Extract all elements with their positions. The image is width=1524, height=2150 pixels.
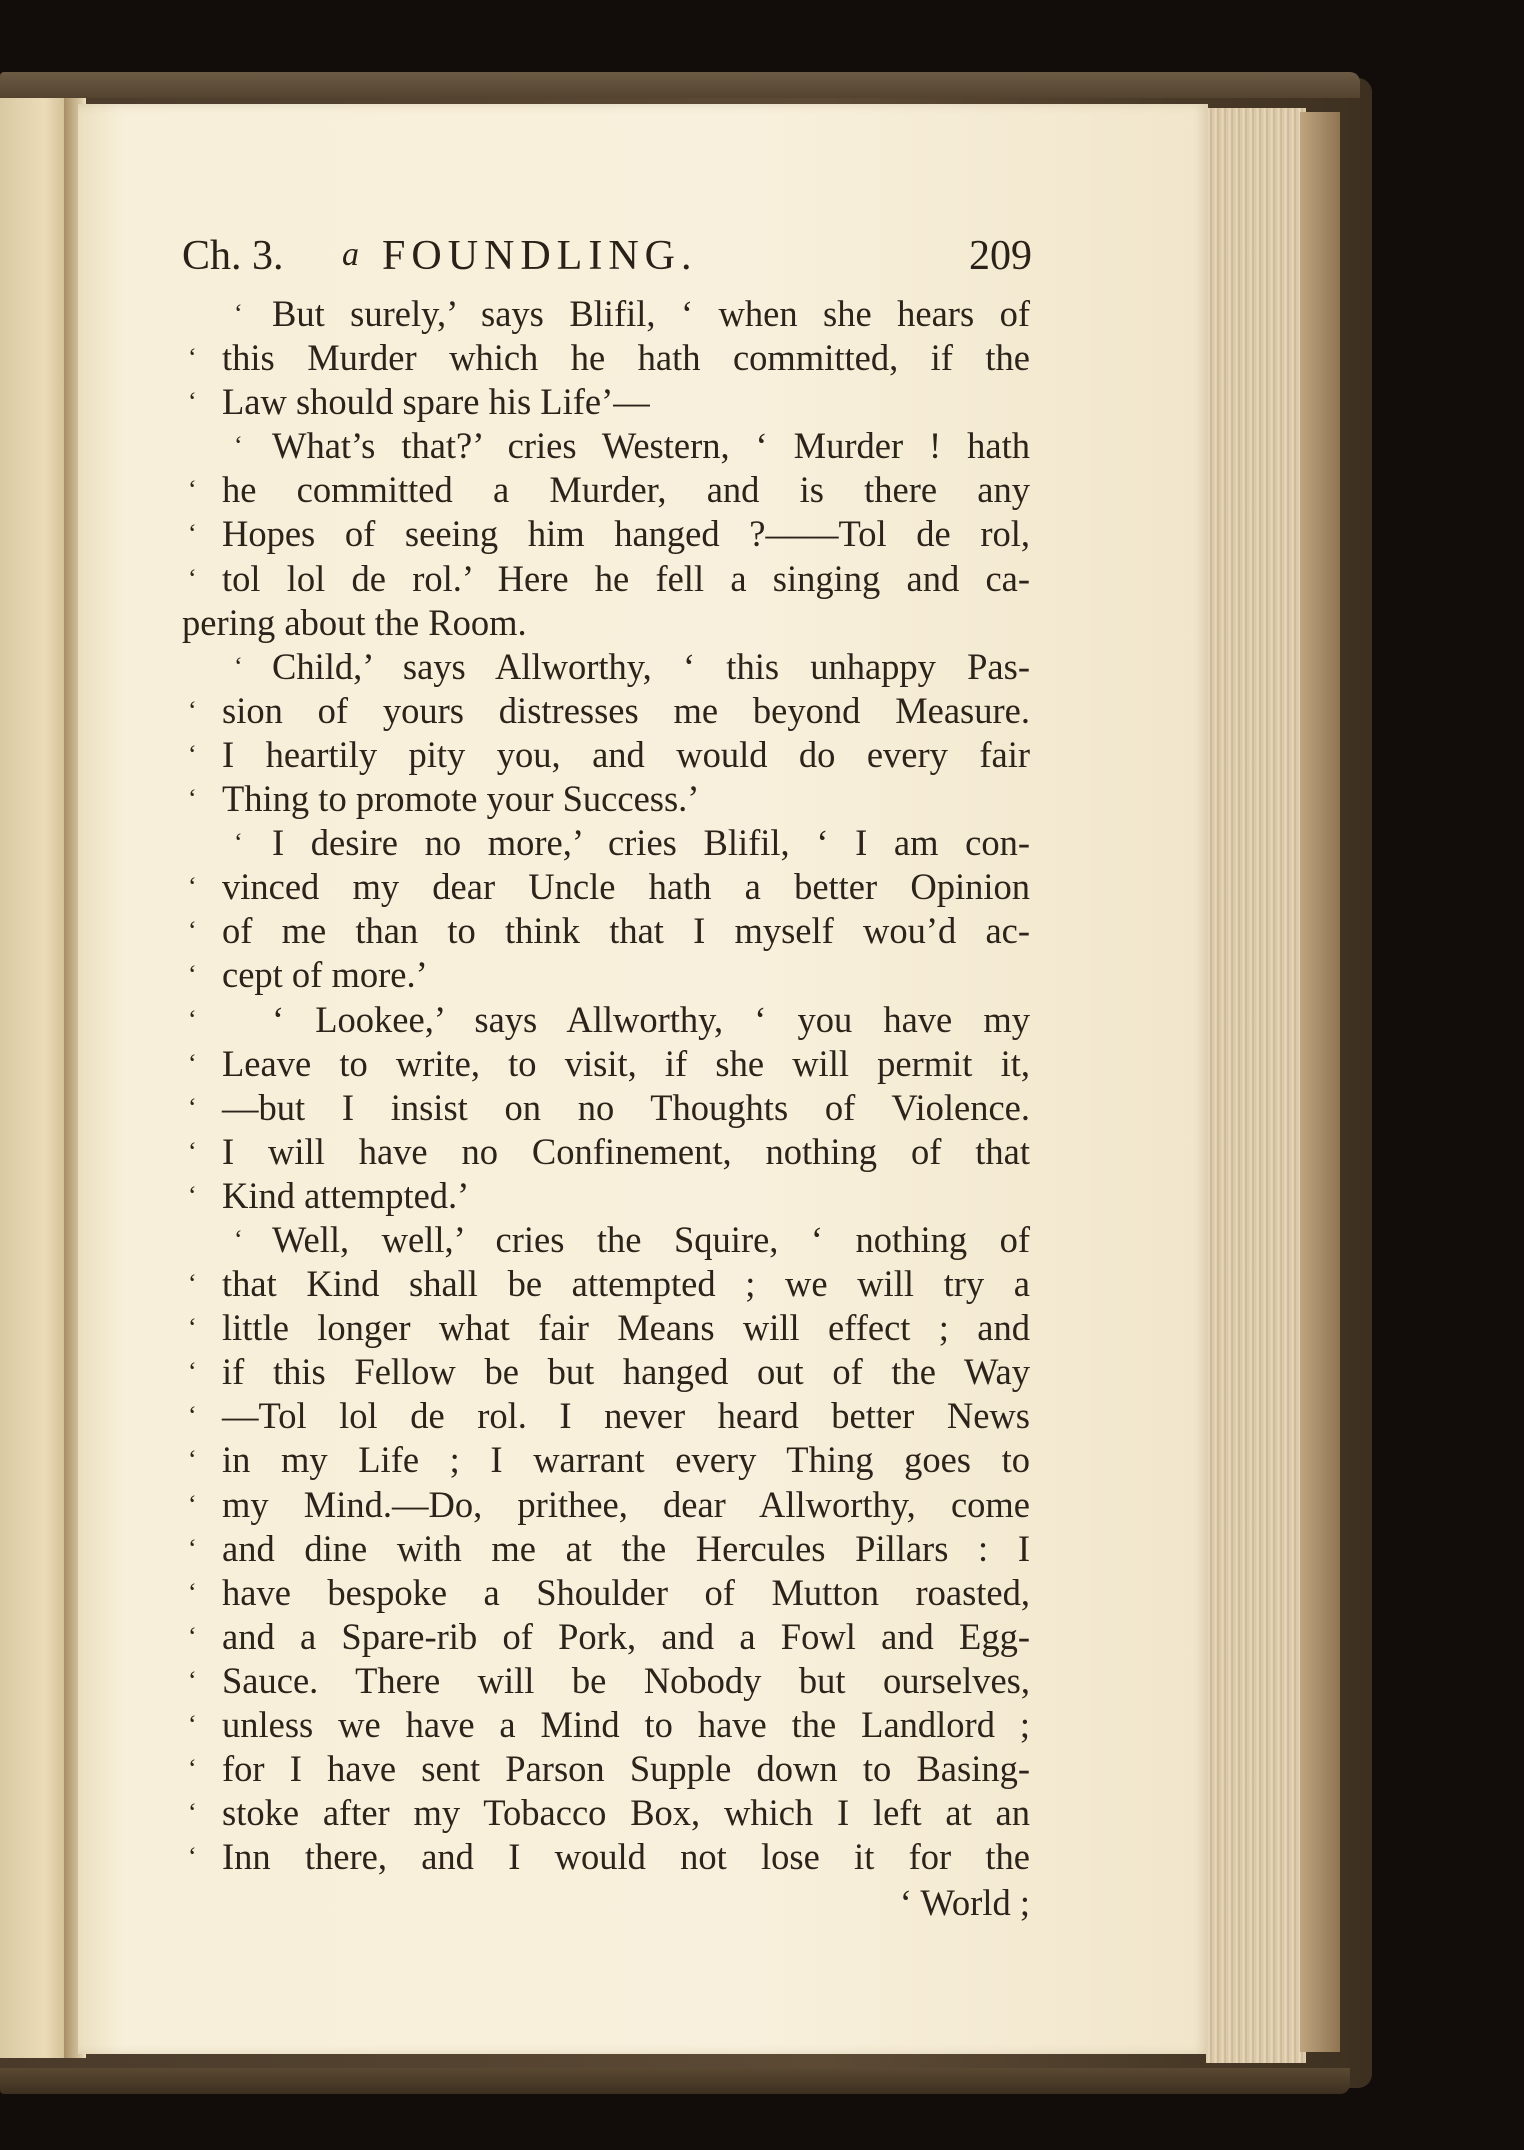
text-line: ‘ I heartily pity you, and would do every fair bbox=[188, 733, 1030, 775]
text-line: ‘ I desire no more,’ cries Blifil, ‘ I am con- bbox=[234, 822, 1030, 864]
text-line: ‘ Inn there, and I would not lose it for the bbox=[188, 1836, 1030, 1878]
text-line: ‘ What’s that?’ cries Western, ‘ Murder ! hath bbox=[234, 425, 1030, 467]
text-line: ‘ ‘ Lookee,’ says Allworthy, ‘ you have my bbox=[188, 998, 1030, 1040]
catchword: ‘ World ; bbox=[899, 1882, 1030, 1924]
chapter-label: Ch. 3. bbox=[182, 233, 284, 279]
text-line: ‘ in my Life ; I warrant every Thing goes to bbox=[188, 1439, 1030, 1481]
text-line: ‘ Law should spare his Life’— bbox=[188, 381, 650, 423]
left-page-edge bbox=[0, 98, 74, 2058]
text-line: ‘ Child,’ says Allworthy, ‘ this unhappy Pas- bbox=[234, 645, 1030, 687]
page-number: 209 bbox=[969, 233, 1032, 279]
cover-top-edge bbox=[0, 72, 1360, 98]
text-line: ‘ Hopes of seeing him hanged ?——Tol de rol, bbox=[188, 513, 1030, 555]
text-line: ‘ vinced my dear Uncle hath a better Opinion bbox=[188, 866, 1030, 908]
text-line: ‘ I will have no Confinement, nothing of that bbox=[188, 1130, 1030, 1172]
text-line: ‘ —but I insist on no Thoughts of Violence. bbox=[188, 1086, 1030, 1128]
text-line: pering about the Room. bbox=[182, 601, 527, 643]
running-head bbox=[182, 232, 1032, 292]
page-fore-edge-shadow bbox=[1300, 112, 1340, 2052]
text-line: ‘ little longer what fair Means will effect ; and bbox=[188, 1307, 1030, 1349]
text-line: ‘ —Tol lol de rol. I never heard better News bbox=[188, 1395, 1030, 1437]
text-line: ‘ cept of more.’ bbox=[188, 954, 428, 996]
title-prefix: a bbox=[342, 236, 359, 273]
text-line: ‘ stoke after my Tobacco Box, which I left at an bbox=[188, 1792, 1030, 1834]
text-line: ‘ my Mind.—Do, prithee, dear Allworthy, come bbox=[188, 1483, 1030, 1525]
text-line: ‘ But surely,’ says Blifil, ‘ when she hears of bbox=[234, 293, 1030, 334]
catchword-line bbox=[160, 1879, 1030, 1923]
text-line: ‘ have bespoke a Shoulder of Mutton roasted, bbox=[188, 1571, 1030, 1613]
text-line: ‘ Sauce. There will be Nobody but ourselves, bbox=[188, 1659, 1030, 1701]
text-line: ‘ for I have sent Parson Supple down to Basing- bbox=[188, 1748, 1030, 1790]
text-line: ‘ and dine with me at the Hercules Pillars : I bbox=[188, 1527, 1030, 1569]
running-title: FOUNDLING. bbox=[382, 233, 698, 279]
text-block bbox=[160, 292, 1030, 1923]
text-line: ‘ that Kind shall be attempted ; we will try a bbox=[188, 1263, 1030, 1305]
text-line: ‘ he committed a Murder, and is there any bbox=[188, 469, 1030, 511]
page-fore-edge bbox=[1206, 108, 1306, 2063]
text-line: ‘ if this Fellow be but hanged out of the Way bbox=[188, 1351, 1030, 1393]
text-line: ‘ Thing to promote your Success.’ bbox=[188, 778, 700, 820]
text-line: ‘ this Murder which he hath committed, if the bbox=[188, 337, 1030, 379]
text-line: ‘ Kind attempted.’ bbox=[188, 1174, 470, 1216]
text-line: ‘ unless we have a Mind to have the Landlord ; bbox=[188, 1704, 1030, 1745]
text-line: ‘ of me than to think that I myself wou’d ac- bbox=[188, 910, 1030, 952]
text-line: ‘ and a Spare-rib of Pork, and a Fowl and Egg- bbox=[188, 1615, 1030, 1657]
text-line: ‘ Leave to write, to visit, if she will permit it, bbox=[188, 1042, 1030, 1084]
text-line: ‘ Well, well,’ cries the Squire, ‘ nothing of bbox=[234, 1218, 1030, 1260]
text-line: ‘ tol lol de rol.’ Here he fell a singing and ca- bbox=[188, 557, 1030, 599]
text-line: ‘ sion of yours distresses me beyond Measure. bbox=[188, 689, 1030, 731]
cover-bottom-edge bbox=[0, 2068, 1350, 2094]
